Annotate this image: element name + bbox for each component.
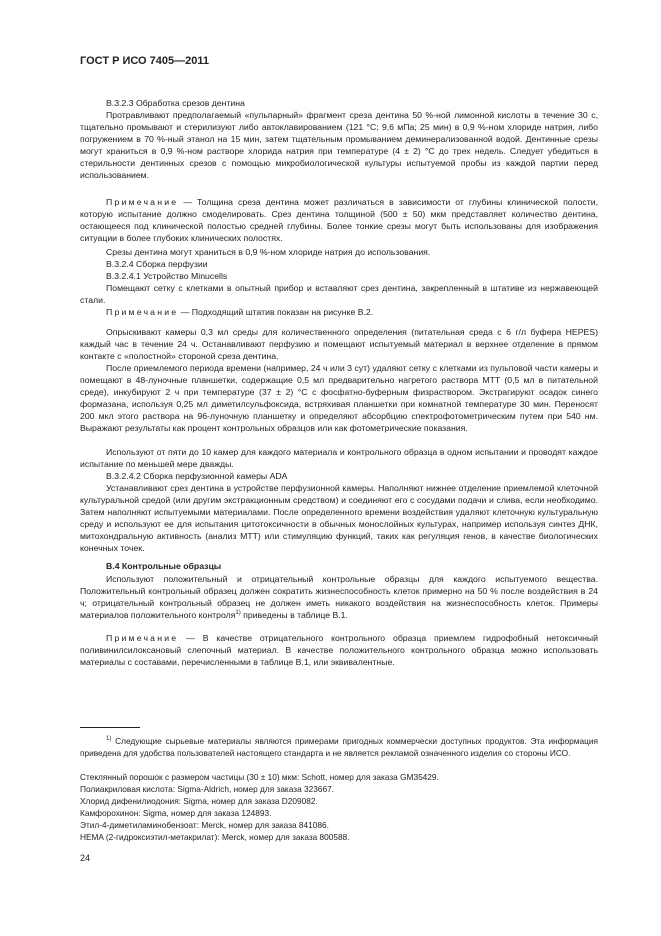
paragraph: Используют от пяти до 10 камер для каждого материала и контрольного образца в одном испытании и проводят каждое испытание по меньшей мере дважды. (80, 447, 598, 469)
footnote-item: Полиакриловая кислота: Sigma-Aldrich, номер для заказа 323667. (80, 784, 334, 794)
footnote-item: Хлорид дифенилиодония: Sigma, номер для заказа D209082. (80, 796, 318, 806)
note (80, 632, 598, 668)
note (80, 306, 598, 318)
footnote-item: HEMA (2-гидроксиэтил-метакрилат): Merck, номер для заказа 800588. (80, 832, 350, 842)
footnote-ref[interactable]: 1) (235, 610, 241, 617)
document-header: ГОСТ Р ИСО 7405—2011 (80, 55, 210, 67)
footnote-item: Стеклянный порошок с размером частицы (30 ± 10) мкм: Schott, номер для заказа GM35429. (80, 772, 439, 782)
paragraph-text: приведены в таблице В.1. (240, 610, 348, 620)
section-heading: В.4 Контрольные образцы (106, 561, 222, 571)
footnote-mark: 1) (106, 736, 112, 743)
footnote (80, 735, 598, 759)
note-text: — Толщина среза дентина может различаться в зависимости от глубины клинической полости, которую испытание должно смоделировать. Срез дентина толщиной (500 ± 50) мкм представляет количество дентина, остающееся под клинической полостью средней глубины. Более тонкие срезы могут быть использованы для изображения ситуации в более глубоких клинических полостях. (80, 197, 598, 243)
paragraph: После приемлемого периода времени (например, 24 ч или 3 сут) удаляют сетку с клетками из пульповой части камеры и помещают в 48-луночные планшетки, содержащие 0,5 мл предварительно нагретого раствора МТТ (0,5 мл в питательной среде), инкубируют 2 ч при температуре (37 ± 2) °С с фосфатно-буферным физраствором. Экстрагируют осадок синего формазана, используя 0,25 мл диметилсульфоксида, встряхивая планшетки при комнатной температуре 30 мин. Переносят 200 мкл этого раствора на 96-луночную планшетку и определяют абсорбцию спектрофотометрическим путем при 540 нм. Выражают результаты как процент контрольных образцов или как фотометрические показания. (80, 363, 598, 433)
footnote-item: Камфорохинон: Sigma, номер для заказа 124893. (80, 808, 272, 818)
paragraph-text: Используют положительный и отрицательный контрольные образцы для каждого испытуемого вещества. Положительный контрольный образец должен сократить жизнеспособность клеток примерно на 50 % после воздействия в 24 ч; отрицательный контрольный образец не должен иметь никакого воздействия на жизнеспособность клеток. Примеры материалов положительного контроля (80, 574, 598, 620)
paragraph: Устанавливают срез дентина в устройстве перфузионной камеры. Наполняют нижнее отделение приемлемой клеточной культуральной средой (или другим экстракционным средством) и соединяют его с сосудами подачи и слива, если необходимо. Затем наполняют испытуемыми материалами. После определенного времени воздействия удаляют клеточную культуральную среду и используют ее для испытания цитотоксичности в обычных монослойных культурах, например используя синтез ДНК, митохондральную активность (анализ МТТ) или стимуляцию функций, таких как регуляция генов, в качестве биологических конечных точек. (80, 483, 598, 553)
paragraph (80, 573, 598, 621)
note (80, 196, 598, 244)
note-text: — В качестве отрицательного контрольного образца приемлем гидрофобный нетоксичный поливинилсилоксановый слепочный материал. В качестве положительного контрольного образца можно использовать материалы с составами, перечисленными в таблице В.1, или эквивалентные. (80, 633, 598, 667)
note-label: Примечание (106, 197, 179, 207)
paragraph: Протравливают предполагаемый «пульпарный» фрагмент среза дентина 50 %-ной лимонной кислоты в течение 30 с, тщательно промывают и стерилизуют либо автоклавированием (121 °С; 9,6 мПа; 25 мин) в 0,9 %-ном хлориде натрия, либо погружением в 70 %-ный этанол на 15 мин, затем тщательным промыванием деминерализованной водой. Дентинные срезы могут храниться в 0,9 %-ном растворе хлорида натрия при температуре (4 ± 2) °С до трех недель. Следует убедиться в стерильности дентинных срезов с помощью микробиологической культуры испытуемой пробы из каждой партии перед использованием. (80, 110, 598, 180)
footnote-list (80, 771, 598, 843)
section-heading: В.3.2.4.2 Сборка перфузионной камеры ADA (106, 471, 288, 481)
footnote-item: Этил-4-диметиламинобензоат: Merck, номер для заказа 841086. (80, 820, 329, 830)
paragraph: Опрыскивают камеры 0,3 мл среды для количественного определения (питательная среда с 6 г/л буфера HEPES) каждый час в течение 24 ч. Останавливают перфузию и помещают испытуемый материал в верхнее отделение в прямом контакте с «полостной» стороной среза дентина. (80, 327, 598, 361)
note-text: — Подходящий штатив показан на рисунке В.2. (178, 307, 374, 317)
paragraph: Помещают сетку с клетками в опытный прибор и вставляют срез дентина, закрепленный в штативе из нержавеющей стали. (80, 283, 598, 305)
footnote-divider (80, 727, 140, 728)
footnote-text: Следующие сырьевые материалы являются примерами пригодных коммерчески доступных продуктов. Эта информация приведена для удобства пользователей настоящего стандарта и не является рекламой означенного изделия со стороны ИСО. (80, 736, 598, 758)
section-heading: В.3.2.3 Обработка срезов дентина (106, 98, 245, 108)
note-label: Примечание (106, 307, 179, 317)
page-number: 24 (80, 853, 91, 863)
section-heading: В.3.2.4.1 Устройство Minucells (106, 271, 228, 281)
note-label: Примечание (106, 633, 179, 643)
paragraph: Срезы дентина могут храниться в 0,9 %-ном хлориде натрия до использования. (106, 247, 431, 257)
section-heading: В.3.2.4 Сборка перфузии (106, 259, 208, 269)
